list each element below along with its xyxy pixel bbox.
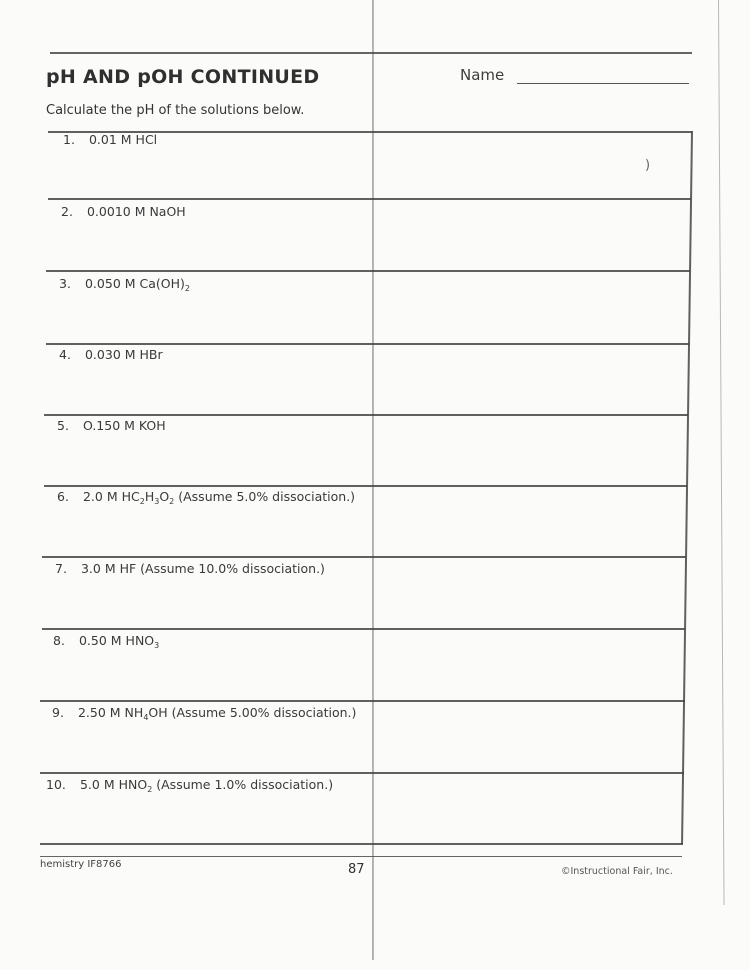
question-7: 7. 3.0 M HF (Assume 10.0% dissociation.) <box>55 561 325 576</box>
footer-copyright: ©Instructional Fair, Inc. <box>561 866 673 877</box>
question-6: 6. 2.0 M $HC_2H_3O_2$ (Assume 5.0% dissociation.) <box>57 489 356 506</box>
question-9: 9. 2.50 M $NH_4OH$ (Assume 5.00% dissociation.) <box>52 705 357 722</box>
question-4: 4. 0.030 M HBr <box>59 347 163 362</box>
row-divider <box>42 556 686 558</box>
question-8: 8. 0.50 M $HNO_3$ <box>53 633 160 650</box>
row-divider <box>40 700 685 702</box>
page-number: 87 <box>348 862 365 877</box>
page-edge <box>718 0 725 905</box>
row-divider <box>40 843 683 845</box>
row-divider <box>42 628 685 630</box>
worksheet-title: pH AND pOH CONTINUED <box>46 66 320 88</box>
row-divider <box>44 414 688 416</box>
name-field[interactable] <box>517 83 689 84</box>
row-divider <box>48 198 691 200</box>
question-2: 2. 0.0010 M NaOH <box>61 204 186 219</box>
footer-book-code: hemistry IF8766 <box>40 859 122 870</box>
row-divider <box>46 343 689 345</box>
question-3: 3. 0.050 M $Ca(OH)_2$ <box>59 276 190 293</box>
question-5: 5. O.150 M KOH <box>57 418 166 433</box>
table-right-border <box>681 131 693 844</box>
question-10: 10. 5.0 M $HNO_2$ (Assume 1.0% dissociation.) <box>46 777 334 794</box>
row-divider <box>46 270 690 272</box>
instructions: Calculate the pH of the solutions below. <box>46 103 305 118</box>
footer-rule <box>40 856 682 857</box>
name-label: Name <box>460 66 505 84</box>
question-1: 1. 0.01 M HCl <box>63 132 158 147</box>
header-rule <box>50 52 692 54</box>
pencil-mark: ) <box>645 158 651 173</box>
row-divider <box>44 485 687 487</box>
questions-table <box>40 131 690 843</box>
row-divider <box>40 772 684 774</box>
